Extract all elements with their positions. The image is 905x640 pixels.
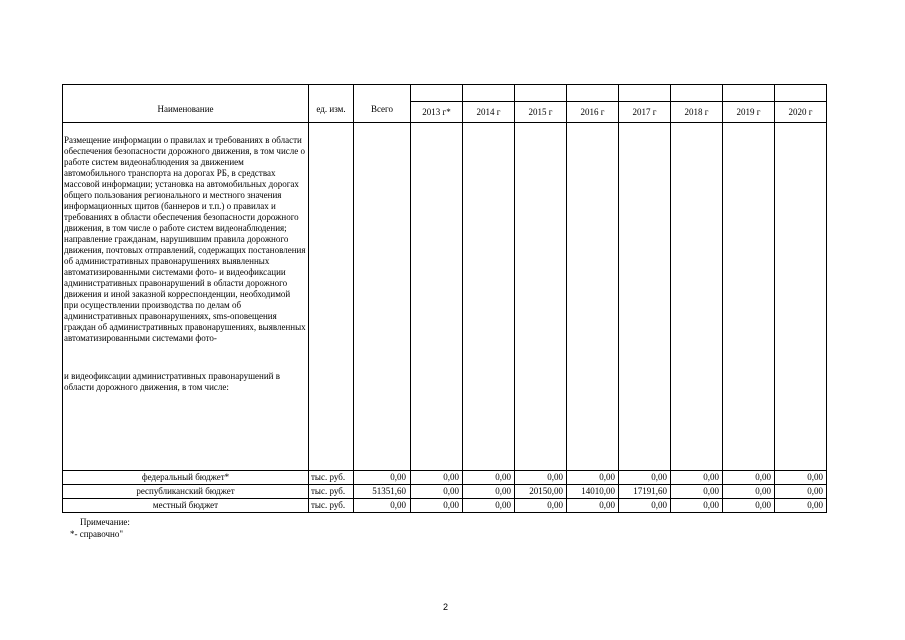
header-year: 2019 г [723, 102, 775, 123]
header-year: 2014 г [463, 102, 515, 123]
header-name: Наименование [63, 85, 309, 123]
row-value: 0,00 [567, 499, 619, 513]
row-value: 17191,60 [619, 485, 671, 499]
row-value: 0,00 [723, 485, 775, 499]
row-value: 0,00 [567, 471, 619, 485]
row-value: 0,00 [463, 499, 515, 513]
row-value: 0,00 [671, 471, 723, 485]
empty-cell [411, 123, 463, 471]
table-row-republican [63, 485, 827, 499]
empty-cell [619, 123, 671, 471]
description-text-continued: и видеофиксации административных правонарушений в области дорожного движения, в том числе: [64, 371, 280, 392]
description-text: Размещение информации о правилах и требованиях в области обеспечения безопасности дорожного движения, в том числе о работе систем видеонаблюдения за движением автомобильного транспорта на дорогах РБ, в средствах массовой информации; установка на автомобильных дорогах общего пользования регионального и местного значения информационных щитов (баннеров и т.п.) о правилах и требованиях в области обеспечения безопасности дорожного движения, в том числе о работе систем видеонаблюдения; направление гражданам, нарушившим правила дорожного движения, почтовых отправлений, содержащих постановления об административных правонарушениях выявленных автоматизированными системами фото- и видеофиксации административных правонарушений в области дорожного движения и иной заказной корреспонденции, необходимой при осуществлении производства по делам об административных правонарушениях, sms-оповещения граждан об административных правонарушениях, выявленных автоматизированными системами фото- [64, 135, 306, 343]
empty-cell [309, 123, 354, 471]
footnote-title: Примечание: [80, 517, 130, 527]
row-value: 0,00 [775, 499, 827, 513]
header-year: 2016 г [567, 102, 619, 123]
budget-table [62, 84, 827, 513]
footnote [70, 516, 130, 540]
header-empty-cell [671, 85, 723, 102]
row-value: 0,00 [619, 471, 671, 485]
empty-cell [354, 123, 411, 471]
empty-cell [463, 123, 515, 471]
header-empty-cell [463, 85, 515, 102]
header-year: 2018 г [671, 102, 723, 123]
row-label: федеральный бюджет* [63, 471, 309, 485]
header-empty-cell [567, 85, 619, 102]
row-value: 0,00 [515, 471, 567, 485]
row-total: 51351,60 [354, 485, 411, 499]
row-value: 0,00 [775, 485, 827, 499]
row-value: 0,00 [671, 485, 723, 499]
row-value: 0,00 [723, 499, 775, 513]
row-value: 0,00 [671, 499, 723, 513]
row-value: 20150,00 [515, 485, 567, 499]
header-empty-cell [515, 85, 567, 102]
empty-cell [515, 123, 567, 471]
empty-cell [671, 123, 723, 471]
empty-cell [567, 123, 619, 471]
header-year: 2013 г* [411, 102, 463, 123]
row-value: 0,00 [619, 499, 671, 513]
row-label: местный бюджет [63, 499, 309, 513]
row-total: 0,00 [354, 471, 411, 485]
row-value: 14010,00 [567, 485, 619, 499]
header-year: 2017 г [619, 102, 671, 123]
row-value: 0,00 [411, 499, 463, 513]
row-value: 0,00 [411, 485, 463, 499]
row-value: 0,00 [515, 499, 567, 513]
row-total: 0,00 [354, 499, 411, 513]
description-row [63, 123, 827, 471]
row-value: 0,00 [723, 471, 775, 485]
measure-description [63, 123, 309, 471]
empty-cell [723, 123, 775, 471]
header-row-top [63, 85, 827, 102]
header-year: 2015 г [515, 102, 567, 123]
page-number: 2 [443, 602, 449, 612]
row-unit: тыс. руб. [309, 499, 354, 513]
empty-cell [775, 123, 827, 471]
table-row-local [63, 499, 827, 513]
header-unit: ед. изм. [309, 85, 354, 123]
header-empty-cell [723, 85, 775, 102]
table-row-federal [63, 471, 827, 485]
row-value: 0,00 [463, 485, 515, 499]
row-value: 0,00 [411, 471, 463, 485]
row-unit: тыс. руб. [309, 485, 354, 499]
row-label: республиканский бюджет [63, 485, 309, 499]
row-value: 0,00 [775, 471, 827, 485]
row-unit: тыс. руб. [309, 471, 354, 485]
header-total: Всего [354, 85, 411, 123]
footnote-text: *- справочно" [70, 529, 124, 539]
header-empty-cell [619, 85, 671, 102]
header-year: 2020 г [775, 102, 827, 123]
header-empty-cell [411, 85, 463, 102]
header-empty-cell [775, 85, 827, 102]
row-value: 0,00 [463, 471, 515, 485]
